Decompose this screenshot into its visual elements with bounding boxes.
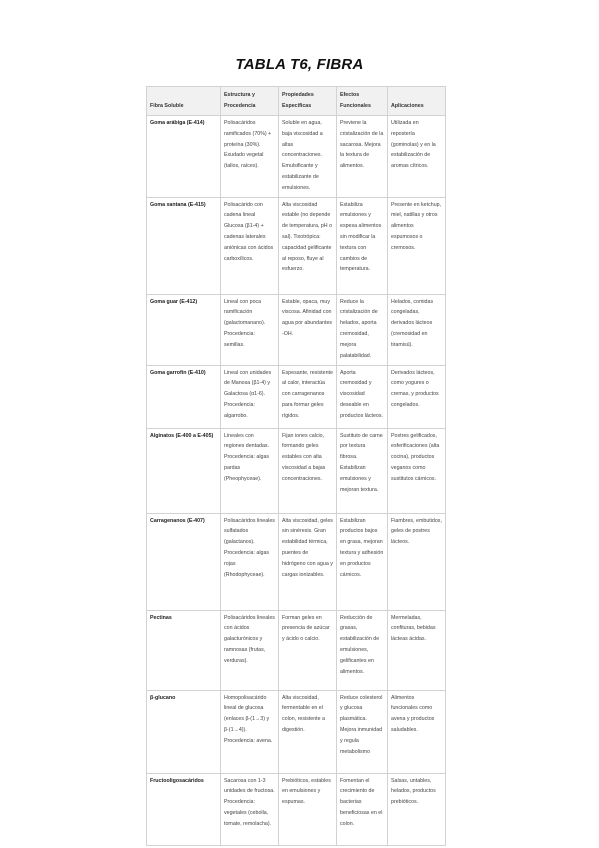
- table-cell: Homopolisacárido lineal de glucosa (enlaces β-(1→3) y β-(1→4)). Procedencia: avena.: [221, 690, 279, 773]
- table-cell: Mermeladas, confituras, bebidas lácteas ácidas.: [388, 610, 446, 690]
- table-row: [147, 513, 446, 610]
- table-row: [147, 428, 446, 513]
- fiber-name-cell: β-glucano: [147, 690, 221, 773]
- table-cell: Salsas, untables, helados, productos prebióticos.: [388, 773, 446, 845]
- table-cell: Lineal con poca ramificación (galactomanano). Procedencia: semillas.: [221, 294, 279, 365]
- table-row: [147, 365, 446, 428]
- table-cell: Lineal con unidades de Manosa (β1-4) y Galactosa (α1-6). Procedencia: algarrobo.: [221, 365, 279, 428]
- table-cell: Postres gelificados, esferificaciones (alta cocina), productos veganos como sustitutos cárnicos.: [388, 428, 446, 513]
- table-cell: Sustituto de carne por textura fibrosa. Estabilizan emulsiones y mejoran textura.: [337, 428, 388, 513]
- table-cell: Espesante, resistente al calor, interactúa con carragenanos para formar geles rígidos.: [279, 365, 337, 428]
- fiber-name-cell: Goma guar (E-412): [147, 294, 221, 365]
- column-header: Fibra Soluble: [147, 87, 221, 116]
- table-cell: Alimentos funcionales como avena y productos saludables.: [388, 690, 446, 773]
- fiber-name-cell: Fructooligosacáridos: [147, 773, 221, 845]
- table-cell: Reduce colesterol y glucosa plasmática. Mejora inmunidad y regula metabolismo: [337, 690, 388, 773]
- table-cell: Presente en ketchup, miel, natillas y otros alimentos espumosos o cremosos.: [388, 197, 446, 294]
- table-cell: Helados, comidas congeladas, derivados lácteos (cremosidad en tiramisú).: [388, 294, 446, 365]
- table-cell: Lineales con regiones dentadas. Procedencia: algas pardas (Pheophyceae).: [221, 428, 279, 513]
- table-cell: Sacarosa con 1-3 unidades de fructosa. Procedencia: vegetales (cebolla, tomate, remolacha).: [221, 773, 279, 845]
- fiber-name-cell: Alginatos (E-400 a E-405): [147, 428, 221, 513]
- table-cell: Estabilizan productos bajos en grasa, mejoran textura y adhesión en productos cárnicos.: [337, 513, 388, 610]
- table-cell: Polisacáridos lineales sulfatados (galactanos). Procedencia: algas rojas (Rhodophyceae).: [221, 513, 279, 610]
- table-cell: Soluble en agua, baja viscosidad a altas concentraciones. Emulsificante y estabilizante de emulsiones.: [279, 116, 337, 198]
- table-cell: Alta viscosidad estable (no depende de temperatura, pH o sal). Tixotrópica: capacidad gelificante al reposo, fluye al esfuerzo.: [279, 197, 337, 294]
- fiber-name-cell: Pectinas: [147, 610, 221, 690]
- column-header: Estructura y Procedencia: [221, 87, 279, 116]
- table-row: [147, 294, 446, 365]
- table-row: [147, 197, 446, 294]
- table-cell: Polisacárido con cadena lineal Glucosa (β1-4) + cadenas laterales aniónicas con ácidos carboxílicos.: [221, 197, 279, 294]
- table-cell: Prebióticos, estables en emulsiones y espumas.: [279, 773, 337, 845]
- table-cell: Fijan iones calcio, formando geles estables con alta viscosidad a bajas concentraciones.: [279, 428, 337, 513]
- table-row: [147, 116, 446, 198]
- fiber-name-cell: Goma arábiga (E-414): [147, 116, 221, 198]
- table-cell: Polisacáridos lineales con ácidos galacturónicos y ramnosas (frutas, verduras).: [221, 610, 279, 690]
- table-row: [147, 773, 446, 845]
- table-cell: Polisacáridos ramificados (70%) + proteína (30%). Exudado vegetal (tallos, raíces).: [221, 116, 279, 198]
- fiber-name-cell: Goma xantana (E-415): [147, 197, 221, 294]
- column-header: Propiedades Específicas: [279, 87, 337, 116]
- table-row: [147, 690, 446, 773]
- column-header: Aplicaciones: [388, 87, 446, 116]
- table-cell: Derivados lácteos, como yogures o cremas, y productos congelados.: [388, 365, 446, 428]
- fiber-name-cell: Carragenanos (E-407): [147, 513, 221, 610]
- fiber-name-cell: Goma garrofín (E-410): [147, 365, 221, 428]
- table-row: [147, 610, 446, 690]
- table-cell: Utilizada en repostería (gominolas) y en la estabilización de aromas cítricos.: [388, 116, 446, 198]
- table-cell: Alta viscosidad, fermentable en el colon, resistente a digestión.: [279, 690, 337, 773]
- table-cell: Fiambres, embutidos, geles de postres lácteos.: [388, 513, 446, 610]
- table-cell: Reducción de grasas, estabilización de emulsiones, gelificantes en alimentos.: [337, 610, 388, 690]
- table-cell: Forman geles en presencia de azúcar y ácido o calcio.: [279, 610, 337, 690]
- fiber-table: [146, 86, 446, 846]
- table-cell: Aporta cremosidad y viscosidad deseable en productos lácteos.: [337, 365, 388, 428]
- column-header: Efectos Funcionales: [337, 87, 388, 116]
- table-header-row: [147, 87, 446, 116]
- table-cell: Estable, opaca, muy viscosa. Afinidad con agua por abundantes -OH.: [279, 294, 337, 365]
- table-cell: Previene la cristalización de la sacarosa. Mejora la textura de alimentos.: [337, 116, 388, 198]
- table-cell: Estabiliza emulsiones y espesa alimentos sin modificar la textura con cambios de temperatura.: [337, 197, 388, 294]
- page-title: TABLA T6, FIBRA: [235, 56, 364, 73]
- table-cell: Fomentan el crecimiento de bacterias beneficiosas en el colon.: [337, 773, 388, 845]
- table-cell: Alta viscosidad, geles sin sinéresis. Gran estabilidad térmica, puentes de hidrógeno con agua y cargas ionizables.: [279, 513, 337, 610]
- table-cell: Reduce la cristalización de helados, aporta cremosidad, mejora palatabilidad.: [337, 294, 388, 365]
